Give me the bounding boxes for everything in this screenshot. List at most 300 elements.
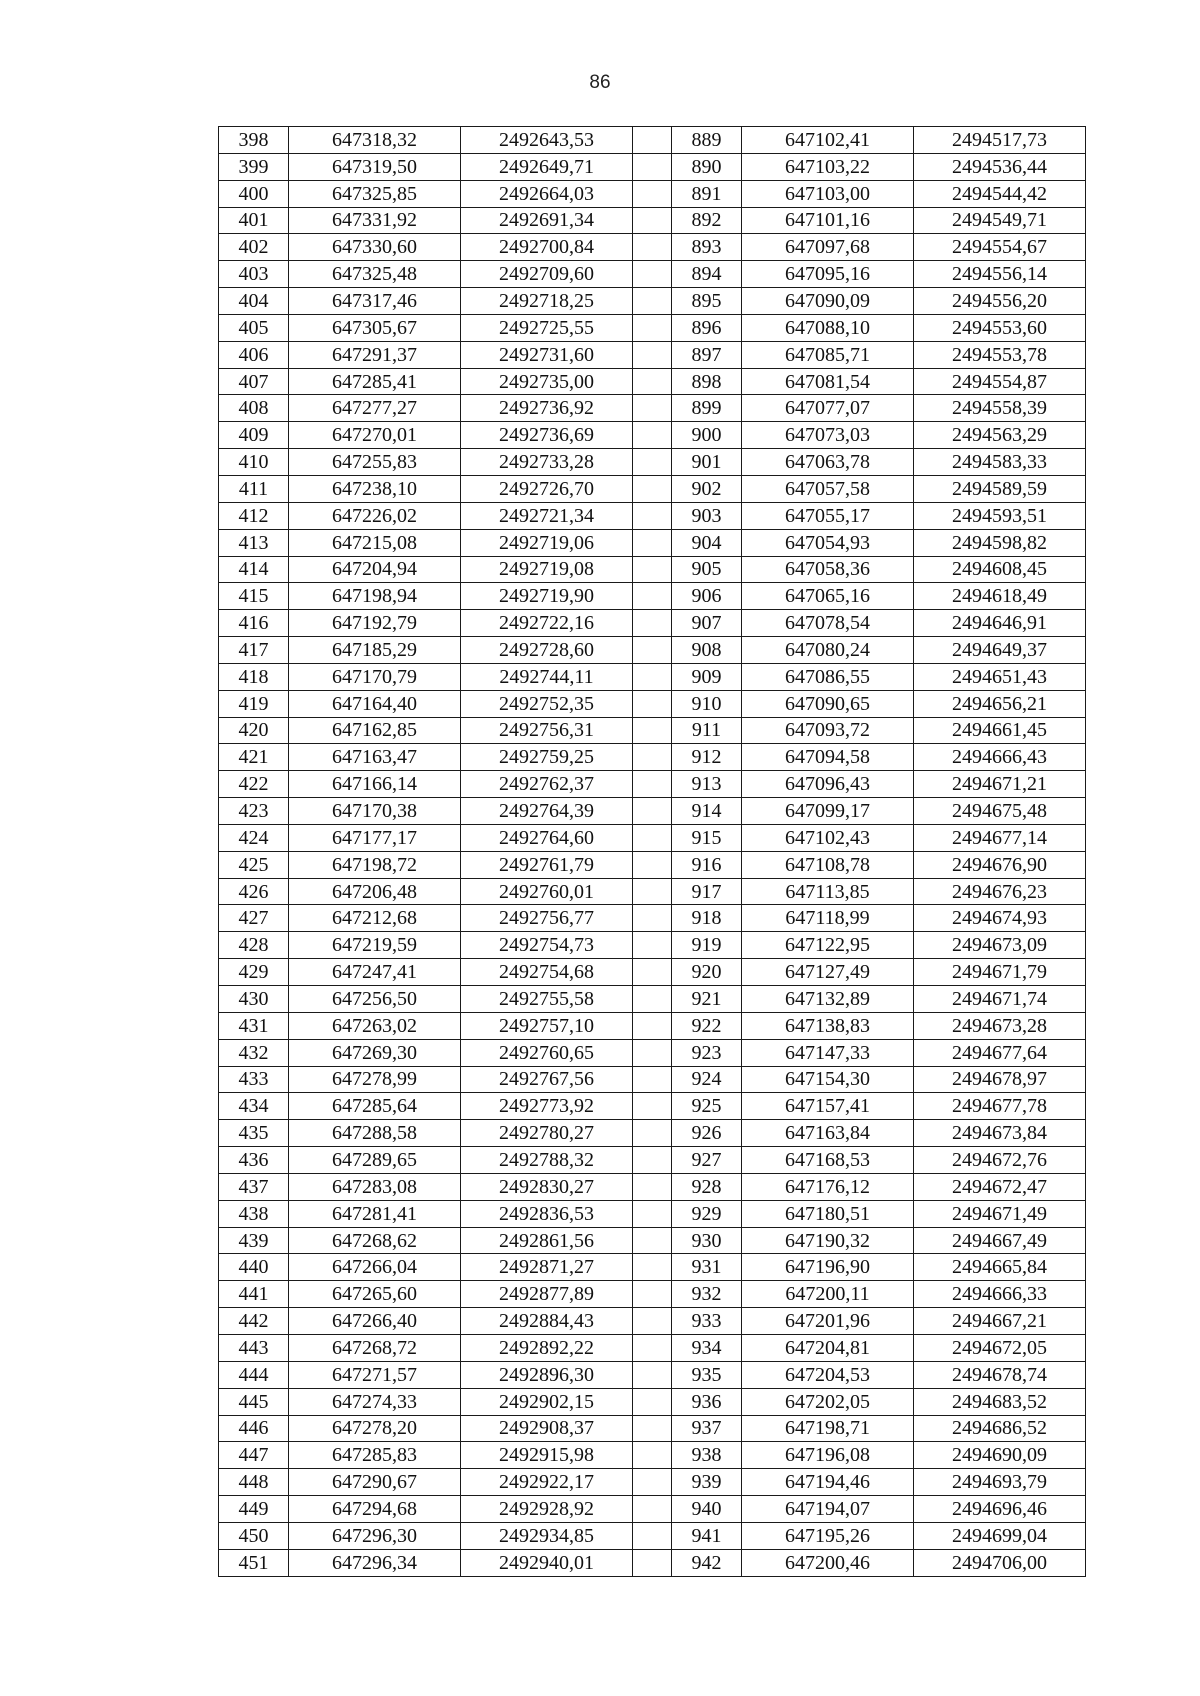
column-spacer bbox=[633, 422, 672, 449]
right-point-number-cell: 930 bbox=[672, 1227, 742, 1254]
table-row bbox=[219, 744, 1086, 771]
column-spacer bbox=[633, 1200, 672, 1227]
left-y-coordinate-cell: 2492902,15 bbox=[461, 1388, 633, 1415]
left-y-coordinate-cell: 2492700,84 bbox=[461, 234, 633, 261]
left-y-coordinate-cell: 2492830,27 bbox=[461, 1173, 633, 1200]
right-x-coordinate-cell: 647122,95 bbox=[742, 932, 914, 959]
column-spacer bbox=[633, 153, 672, 180]
right-point-number-cell: 924 bbox=[672, 1066, 742, 1093]
left-x-coordinate-cell: 647268,72 bbox=[289, 1334, 461, 1361]
right-y-coordinate-cell: 2494618,49 bbox=[914, 583, 1086, 610]
right-x-coordinate-cell: 647102,43 bbox=[742, 824, 914, 851]
column-spacer bbox=[633, 1012, 672, 1039]
right-point-number-cell: 895 bbox=[672, 288, 742, 315]
table-row bbox=[219, 288, 1086, 315]
table-row bbox=[219, 959, 1086, 986]
table-row bbox=[219, 314, 1086, 341]
left-x-coordinate-cell: 647170,38 bbox=[289, 798, 461, 825]
left-point-number-cell: 447 bbox=[219, 1442, 289, 1469]
table-row bbox=[219, 234, 1086, 261]
column-spacer bbox=[633, 798, 672, 825]
right-y-coordinate-cell: 2494672,05 bbox=[914, 1334, 1086, 1361]
column-spacer bbox=[633, 878, 672, 905]
right-point-number-cell: 935 bbox=[672, 1361, 742, 1388]
column-spacer bbox=[633, 1120, 672, 1147]
left-x-coordinate-cell: 647263,02 bbox=[289, 1012, 461, 1039]
right-x-coordinate-cell: 647200,11 bbox=[742, 1281, 914, 1308]
right-point-number-cell: 917 bbox=[672, 878, 742, 905]
left-x-coordinate-cell: 647192,79 bbox=[289, 610, 461, 637]
left-y-coordinate-cell: 2492861,56 bbox=[461, 1227, 633, 1254]
right-y-coordinate-cell: 2494563,29 bbox=[914, 422, 1086, 449]
right-point-number-cell: 890 bbox=[672, 153, 742, 180]
right-y-coordinate-cell: 2494553,60 bbox=[914, 314, 1086, 341]
column-spacer bbox=[633, 771, 672, 798]
right-y-coordinate-cell: 2494536,44 bbox=[914, 153, 1086, 180]
right-x-coordinate-cell: 647102,41 bbox=[742, 127, 914, 154]
right-x-coordinate-cell: 647088,10 bbox=[742, 314, 914, 341]
left-point-number-cell: 426 bbox=[219, 878, 289, 905]
table-row bbox=[219, 1496, 1086, 1523]
left-x-coordinate-cell: 647163,47 bbox=[289, 744, 461, 771]
left-y-coordinate-cell: 2492756,77 bbox=[461, 905, 633, 932]
right-y-coordinate-cell: 2494593,51 bbox=[914, 502, 1086, 529]
right-x-coordinate-cell: 647180,51 bbox=[742, 1200, 914, 1227]
table-row bbox=[219, 449, 1086, 476]
right-x-coordinate-cell: 647196,90 bbox=[742, 1254, 914, 1281]
table-row bbox=[219, 127, 1086, 154]
left-y-coordinate-cell: 2492731,60 bbox=[461, 341, 633, 368]
right-x-coordinate-cell: 647132,89 bbox=[742, 986, 914, 1013]
right-x-coordinate-cell: 647054,93 bbox=[742, 529, 914, 556]
column-spacer bbox=[633, 261, 672, 288]
right-x-coordinate-cell: 647154,30 bbox=[742, 1066, 914, 1093]
right-y-coordinate-cell: 2494673,28 bbox=[914, 1012, 1086, 1039]
right-point-number-cell: 899 bbox=[672, 395, 742, 422]
right-x-coordinate-cell: 647176,12 bbox=[742, 1173, 914, 1200]
left-x-coordinate-cell: 647281,41 bbox=[289, 1200, 461, 1227]
left-x-coordinate-cell: 647226,02 bbox=[289, 502, 461, 529]
table-row bbox=[219, 663, 1086, 690]
right-y-coordinate-cell: 2494598,82 bbox=[914, 529, 1086, 556]
left-y-coordinate-cell: 2492754,68 bbox=[461, 959, 633, 986]
column-spacer bbox=[633, 314, 672, 341]
left-x-coordinate-cell: 647325,48 bbox=[289, 261, 461, 288]
left-y-coordinate-cell: 2492735,00 bbox=[461, 368, 633, 395]
column-spacer bbox=[633, 1173, 672, 1200]
left-x-coordinate-cell: 647247,41 bbox=[289, 959, 461, 986]
right-y-coordinate-cell: 2494646,91 bbox=[914, 610, 1086, 637]
left-y-coordinate-cell: 2492764,60 bbox=[461, 824, 633, 851]
left-point-number-cell: 434 bbox=[219, 1093, 289, 1120]
left-x-coordinate-cell: 647212,68 bbox=[289, 905, 461, 932]
column-spacer bbox=[633, 502, 672, 529]
left-x-coordinate-cell: 647219,59 bbox=[289, 932, 461, 959]
right-y-coordinate-cell: 2494651,43 bbox=[914, 663, 1086, 690]
right-x-coordinate-cell: 647065,16 bbox=[742, 583, 914, 610]
column-spacer bbox=[633, 1254, 672, 1281]
table-row bbox=[219, 180, 1086, 207]
right-point-number-cell: 937 bbox=[672, 1415, 742, 1442]
right-y-coordinate-cell: 2494693,79 bbox=[914, 1469, 1086, 1496]
right-x-coordinate-cell: 647090,65 bbox=[742, 690, 914, 717]
right-y-coordinate-cell: 2494666,43 bbox=[914, 744, 1086, 771]
left-point-number-cell: 405 bbox=[219, 314, 289, 341]
right-point-number-cell: 931 bbox=[672, 1254, 742, 1281]
left-x-coordinate-cell: 647256,50 bbox=[289, 986, 461, 1013]
table-row bbox=[219, 583, 1086, 610]
column-spacer bbox=[633, 207, 672, 234]
column-spacer bbox=[633, 986, 672, 1013]
left-y-coordinate-cell: 2492760,01 bbox=[461, 878, 633, 905]
left-y-coordinate-cell: 2492877,89 bbox=[461, 1281, 633, 1308]
left-point-number-cell: 399 bbox=[219, 153, 289, 180]
right-x-coordinate-cell: 647058,36 bbox=[742, 556, 914, 583]
left-x-coordinate-cell: 647277,27 bbox=[289, 395, 461, 422]
left-y-coordinate-cell: 2492908,37 bbox=[461, 1415, 633, 1442]
right-y-coordinate-cell: 2494683,52 bbox=[914, 1388, 1086, 1415]
left-x-coordinate-cell: 647330,60 bbox=[289, 234, 461, 261]
left-x-coordinate-cell: 647255,83 bbox=[289, 449, 461, 476]
right-point-number-cell: 906 bbox=[672, 583, 742, 610]
column-spacer bbox=[633, 637, 672, 664]
left-x-coordinate-cell: 647265,60 bbox=[289, 1281, 461, 1308]
table-row bbox=[219, 1334, 1086, 1361]
left-x-coordinate-cell: 647170,79 bbox=[289, 663, 461, 690]
right-point-number-cell: 891 bbox=[672, 180, 742, 207]
right-y-coordinate-cell: 2494656,21 bbox=[914, 690, 1086, 717]
left-y-coordinate-cell: 2492733,28 bbox=[461, 449, 633, 476]
right-y-coordinate-cell: 2494608,45 bbox=[914, 556, 1086, 583]
left-point-number-cell: 427 bbox=[219, 905, 289, 932]
right-y-coordinate-cell: 2494649,37 bbox=[914, 637, 1086, 664]
table-row bbox=[219, 1281, 1086, 1308]
left-y-coordinate-cell: 2492755,58 bbox=[461, 986, 633, 1013]
left-point-number-cell: 445 bbox=[219, 1388, 289, 1415]
table-row bbox=[219, 932, 1086, 959]
column-spacer bbox=[633, 1549, 672, 1576]
left-y-coordinate-cell: 2492780,27 bbox=[461, 1120, 633, 1147]
left-x-coordinate-cell: 647274,33 bbox=[289, 1388, 461, 1415]
left-y-coordinate-cell: 2492934,85 bbox=[461, 1522, 633, 1549]
right-y-coordinate-cell: 2494675,48 bbox=[914, 798, 1086, 825]
column-spacer bbox=[633, 449, 672, 476]
right-point-number-cell: 898 bbox=[672, 368, 742, 395]
column-spacer bbox=[633, 234, 672, 261]
left-y-coordinate-cell: 2492719,08 bbox=[461, 556, 633, 583]
left-y-coordinate-cell: 2492744,11 bbox=[461, 663, 633, 690]
right-x-coordinate-cell: 647190,32 bbox=[742, 1227, 914, 1254]
left-y-coordinate-cell: 2492757,10 bbox=[461, 1012, 633, 1039]
right-y-coordinate-cell: 2494673,84 bbox=[914, 1120, 1086, 1147]
left-point-number-cell: 414 bbox=[219, 556, 289, 583]
column-spacer bbox=[633, 1039, 672, 1066]
table-row bbox=[219, 1093, 1086, 1120]
left-y-coordinate-cell: 2492836,53 bbox=[461, 1200, 633, 1227]
right-point-number-cell: 918 bbox=[672, 905, 742, 932]
column-spacer bbox=[633, 1469, 672, 1496]
right-x-coordinate-cell: 647057,58 bbox=[742, 475, 914, 502]
right-y-coordinate-cell: 2494674,93 bbox=[914, 905, 1086, 932]
left-x-coordinate-cell: 647296,30 bbox=[289, 1522, 461, 1549]
table-row bbox=[219, 1469, 1086, 1496]
right-x-coordinate-cell: 647097,68 bbox=[742, 234, 914, 261]
left-x-coordinate-cell: 647164,40 bbox=[289, 690, 461, 717]
table-row bbox=[219, 475, 1086, 502]
left-x-coordinate-cell: 647266,04 bbox=[289, 1254, 461, 1281]
right-x-coordinate-cell: 647093,72 bbox=[742, 717, 914, 744]
left-x-coordinate-cell: 647204,94 bbox=[289, 556, 461, 583]
left-point-number-cell: 451 bbox=[219, 1549, 289, 1576]
table-row bbox=[219, 771, 1086, 798]
right-y-coordinate-cell: 2494677,14 bbox=[914, 824, 1086, 851]
table-row bbox=[219, 1549, 1086, 1576]
right-y-coordinate-cell: 2494676,90 bbox=[914, 851, 1086, 878]
table-row bbox=[219, 1012, 1086, 1039]
left-y-coordinate-cell: 2492915,98 bbox=[461, 1442, 633, 1469]
left-point-number-cell: 430 bbox=[219, 986, 289, 1013]
left-point-number-cell: 419 bbox=[219, 690, 289, 717]
right-x-coordinate-cell: 647077,07 bbox=[742, 395, 914, 422]
right-x-coordinate-cell: 647194,46 bbox=[742, 1469, 914, 1496]
column-spacer bbox=[633, 556, 672, 583]
table-row bbox=[219, 556, 1086, 583]
left-point-number-cell: 423 bbox=[219, 798, 289, 825]
left-point-number-cell: 422 bbox=[219, 771, 289, 798]
right-y-coordinate-cell: 2494553,78 bbox=[914, 341, 1086, 368]
left-point-number-cell: 407 bbox=[219, 368, 289, 395]
right-point-number-cell: 942 bbox=[672, 1549, 742, 1576]
table-row bbox=[219, 1442, 1086, 1469]
right-y-coordinate-cell: 2494696,46 bbox=[914, 1496, 1086, 1523]
right-x-coordinate-cell: 647103,22 bbox=[742, 153, 914, 180]
left-y-coordinate-cell: 2492718,25 bbox=[461, 288, 633, 315]
right-x-coordinate-cell: 647204,81 bbox=[742, 1334, 914, 1361]
right-y-coordinate-cell: 2494678,74 bbox=[914, 1361, 1086, 1388]
left-point-number-cell: 425 bbox=[219, 851, 289, 878]
column-spacer bbox=[633, 959, 672, 986]
left-point-number-cell: 402 bbox=[219, 234, 289, 261]
table-row bbox=[219, 207, 1086, 234]
right-point-number-cell: 932 bbox=[672, 1281, 742, 1308]
left-point-number-cell: 432 bbox=[219, 1039, 289, 1066]
left-y-coordinate-cell: 2492871,27 bbox=[461, 1254, 633, 1281]
left-x-coordinate-cell: 647285,64 bbox=[289, 1093, 461, 1120]
left-point-number-cell: 433 bbox=[219, 1066, 289, 1093]
table-row bbox=[219, 341, 1086, 368]
left-point-number-cell: 437 bbox=[219, 1173, 289, 1200]
left-y-coordinate-cell: 2492761,79 bbox=[461, 851, 633, 878]
left-point-number-cell: 413 bbox=[219, 529, 289, 556]
table-row bbox=[219, 637, 1086, 664]
left-y-coordinate-cell: 2492752,35 bbox=[461, 690, 633, 717]
left-x-coordinate-cell: 647238,10 bbox=[289, 475, 461, 502]
column-spacer bbox=[633, 1227, 672, 1254]
right-point-number-cell: 905 bbox=[672, 556, 742, 583]
table-row bbox=[219, 1147, 1086, 1174]
right-point-number-cell: 893 bbox=[672, 234, 742, 261]
table-row bbox=[219, 1308, 1086, 1335]
left-point-number-cell: 446 bbox=[219, 1415, 289, 1442]
left-point-number-cell: 412 bbox=[219, 502, 289, 529]
table-row bbox=[219, 1361, 1086, 1388]
right-point-number-cell: 922 bbox=[672, 1012, 742, 1039]
left-y-coordinate-cell: 2492725,55 bbox=[461, 314, 633, 341]
left-y-coordinate-cell: 2492691,34 bbox=[461, 207, 633, 234]
right-x-coordinate-cell: 647090,09 bbox=[742, 288, 914, 315]
right-x-coordinate-cell: 647147,33 bbox=[742, 1039, 914, 1066]
table-row bbox=[219, 1173, 1086, 1200]
left-x-coordinate-cell: 647185,29 bbox=[289, 637, 461, 664]
column-spacer bbox=[633, 1388, 672, 1415]
column-spacer bbox=[633, 341, 672, 368]
left-y-coordinate-cell: 2492736,92 bbox=[461, 395, 633, 422]
right-point-number-cell: 916 bbox=[672, 851, 742, 878]
left-point-number-cell: 420 bbox=[219, 717, 289, 744]
left-y-coordinate-cell: 2492940,01 bbox=[461, 1549, 633, 1576]
right-point-number-cell: 910 bbox=[672, 690, 742, 717]
left-x-coordinate-cell: 647305,67 bbox=[289, 314, 461, 341]
right-point-number-cell: 928 bbox=[672, 1173, 742, 1200]
column-spacer bbox=[633, 1361, 672, 1388]
right-y-coordinate-cell: 2494661,45 bbox=[914, 717, 1086, 744]
right-x-coordinate-cell: 647086,55 bbox=[742, 663, 914, 690]
right-x-coordinate-cell: 647202,05 bbox=[742, 1388, 914, 1415]
left-x-coordinate-cell: 647270,01 bbox=[289, 422, 461, 449]
table-row bbox=[219, 1254, 1086, 1281]
left-x-coordinate-cell: 647166,14 bbox=[289, 771, 461, 798]
left-x-coordinate-cell: 647206,48 bbox=[289, 878, 461, 905]
left-y-coordinate-cell: 2492719,06 bbox=[461, 529, 633, 556]
table-row bbox=[219, 824, 1086, 851]
right-x-coordinate-cell: 647080,24 bbox=[742, 637, 914, 664]
right-point-number-cell: 920 bbox=[672, 959, 742, 986]
right-x-coordinate-cell: 647085,71 bbox=[742, 341, 914, 368]
right-x-coordinate-cell: 647078,54 bbox=[742, 610, 914, 637]
table-row bbox=[219, 1227, 1086, 1254]
left-y-coordinate-cell: 2492722,16 bbox=[461, 610, 633, 637]
column-spacer bbox=[633, 690, 672, 717]
right-point-number-cell: 925 bbox=[672, 1093, 742, 1120]
right-point-number-cell: 896 bbox=[672, 314, 742, 341]
right-y-coordinate-cell: 2494589,59 bbox=[914, 475, 1086, 502]
right-y-coordinate-cell: 2494677,64 bbox=[914, 1039, 1086, 1066]
right-x-coordinate-cell: 647103,00 bbox=[742, 180, 914, 207]
right-x-coordinate-cell: 647127,49 bbox=[742, 959, 914, 986]
left-point-number-cell: 444 bbox=[219, 1361, 289, 1388]
right-x-coordinate-cell: 647055,17 bbox=[742, 502, 914, 529]
right-y-coordinate-cell: 2494544,42 bbox=[914, 180, 1086, 207]
right-x-coordinate-cell: 647194,07 bbox=[742, 1496, 914, 1523]
table-row bbox=[219, 1120, 1086, 1147]
left-y-coordinate-cell: 2492721,34 bbox=[461, 502, 633, 529]
column-spacer bbox=[633, 717, 672, 744]
left-point-number-cell: 421 bbox=[219, 744, 289, 771]
right-point-number-cell: 919 bbox=[672, 932, 742, 959]
left-y-coordinate-cell: 2492928,92 bbox=[461, 1496, 633, 1523]
left-x-coordinate-cell: 647318,32 bbox=[289, 127, 461, 154]
table-row bbox=[219, 798, 1086, 825]
right-point-number-cell: 904 bbox=[672, 529, 742, 556]
right-point-number-cell: 934 bbox=[672, 1334, 742, 1361]
left-point-number-cell: 428 bbox=[219, 932, 289, 959]
right-point-number-cell: 926 bbox=[672, 1120, 742, 1147]
column-spacer bbox=[633, 1522, 672, 1549]
table-row bbox=[219, 986, 1086, 1013]
right-y-coordinate-cell: 2494671,21 bbox=[914, 771, 1086, 798]
right-x-coordinate-cell: 647099,17 bbox=[742, 798, 914, 825]
left-y-coordinate-cell: 2492788,32 bbox=[461, 1147, 633, 1174]
left-point-number-cell: 450 bbox=[219, 1522, 289, 1549]
right-point-number-cell: 907 bbox=[672, 610, 742, 637]
left-x-coordinate-cell: 647278,20 bbox=[289, 1415, 461, 1442]
right-point-number-cell: 909 bbox=[672, 663, 742, 690]
right-point-number-cell: 915 bbox=[672, 824, 742, 851]
right-y-coordinate-cell: 2494558,39 bbox=[914, 395, 1086, 422]
column-spacer bbox=[633, 744, 672, 771]
column-spacer bbox=[633, 1093, 672, 1120]
table-row bbox=[219, 1066, 1086, 1093]
left-x-coordinate-cell: 647266,40 bbox=[289, 1308, 461, 1335]
right-y-coordinate-cell: 2494706,00 bbox=[914, 1549, 1086, 1576]
table-row bbox=[219, 1522, 1086, 1549]
left-y-coordinate-cell: 2492896,30 bbox=[461, 1361, 633, 1388]
column-spacer bbox=[633, 1308, 672, 1335]
right-point-number-cell: 929 bbox=[672, 1200, 742, 1227]
column-spacer bbox=[633, 368, 672, 395]
right-point-number-cell: 900 bbox=[672, 422, 742, 449]
left-x-coordinate-cell: 647283,08 bbox=[289, 1173, 461, 1200]
left-y-coordinate-cell: 2492760,65 bbox=[461, 1039, 633, 1066]
right-x-coordinate-cell: 647168,53 bbox=[742, 1147, 914, 1174]
left-x-coordinate-cell: 647319,50 bbox=[289, 153, 461, 180]
right-y-coordinate-cell: 2494672,47 bbox=[914, 1173, 1086, 1200]
column-spacer bbox=[633, 475, 672, 502]
left-x-coordinate-cell: 647285,83 bbox=[289, 1442, 461, 1469]
right-point-number-cell: 902 bbox=[672, 475, 742, 502]
table-row bbox=[219, 502, 1086, 529]
left-x-coordinate-cell: 647325,85 bbox=[289, 180, 461, 207]
left-point-number-cell: 418 bbox=[219, 663, 289, 690]
right-y-coordinate-cell: 2494549,71 bbox=[914, 207, 1086, 234]
table-row bbox=[219, 395, 1086, 422]
right-y-coordinate-cell: 2494676,23 bbox=[914, 878, 1086, 905]
coordinates-table bbox=[218, 126, 1086, 1577]
column-spacer bbox=[633, 1442, 672, 1469]
column-spacer bbox=[633, 1496, 672, 1523]
left-y-coordinate-cell: 2492664,03 bbox=[461, 180, 633, 207]
left-x-coordinate-cell: 647291,37 bbox=[289, 341, 461, 368]
left-point-number-cell: 435 bbox=[219, 1120, 289, 1147]
right-y-coordinate-cell: 2494517,73 bbox=[914, 127, 1086, 154]
column-spacer bbox=[633, 1334, 672, 1361]
right-y-coordinate-cell: 2494666,33 bbox=[914, 1281, 1086, 1308]
left-y-coordinate-cell: 2492736,69 bbox=[461, 422, 633, 449]
left-y-coordinate-cell: 2492892,22 bbox=[461, 1334, 633, 1361]
left-x-coordinate-cell: 647288,58 bbox=[289, 1120, 461, 1147]
table-row bbox=[219, 261, 1086, 288]
left-y-coordinate-cell: 2492767,56 bbox=[461, 1066, 633, 1093]
left-point-number-cell: 406 bbox=[219, 341, 289, 368]
right-x-coordinate-cell: 647200,46 bbox=[742, 1549, 914, 1576]
right-y-coordinate-cell: 2494677,78 bbox=[914, 1093, 1086, 1120]
right-point-number-cell: 889 bbox=[672, 127, 742, 154]
left-point-number-cell: 410 bbox=[219, 449, 289, 476]
right-x-coordinate-cell: 647096,43 bbox=[742, 771, 914, 798]
right-y-coordinate-cell: 2494699,04 bbox=[914, 1522, 1086, 1549]
table-row bbox=[219, 422, 1086, 449]
right-y-coordinate-cell: 2494671,79 bbox=[914, 959, 1086, 986]
